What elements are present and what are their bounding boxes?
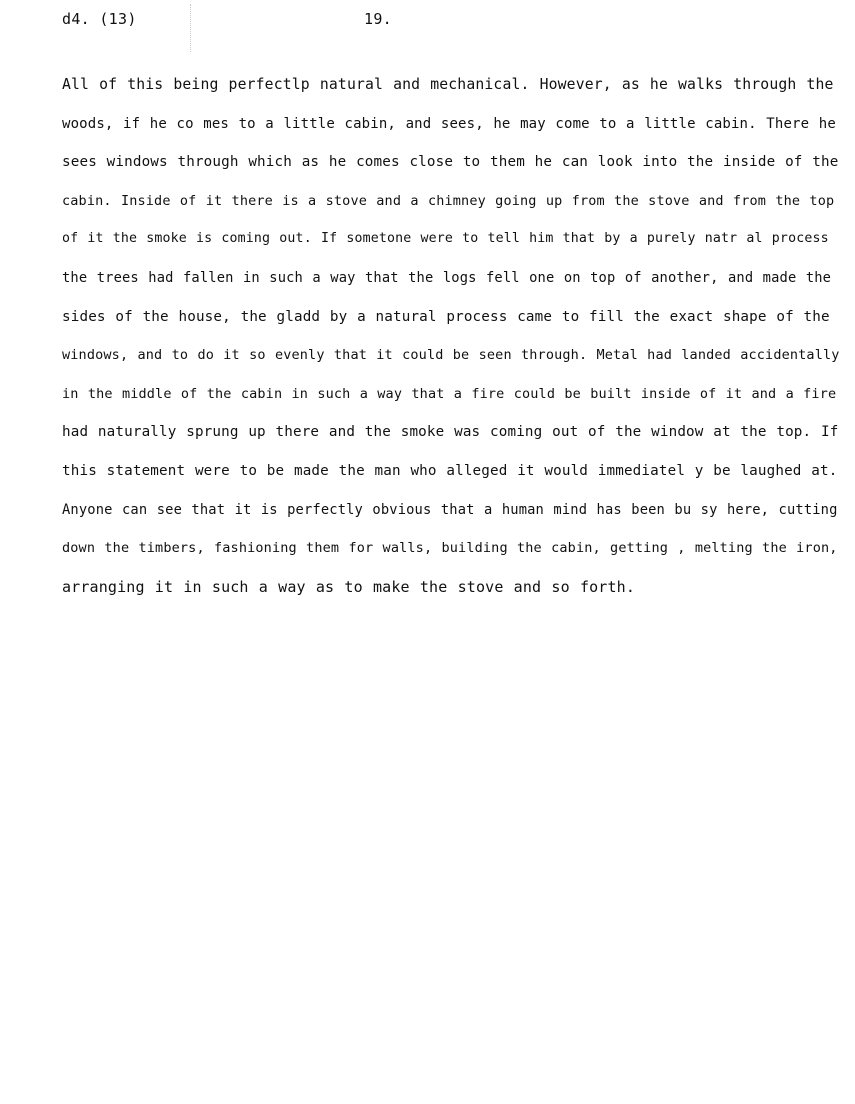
page-number: 19. xyxy=(364,10,392,28)
text-line: Anyone can see that it is perfectly obvious that a human mind has been bu sy here, cutting xyxy=(62,501,838,518)
text-line: sides of the house, the gladd by a natural process came to fill the exact shape of the xyxy=(62,308,830,325)
text-line: down the timbers, fashioning them for walls, building the cabin, getting , melting the iron, xyxy=(62,540,838,557)
text-line: this statement were to be made the man who alleged it would immediatel y be laughed at. xyxy=(62,462,838,479)
text-line: windows, and to do it so evenly that it could be seen through. Metal had landed accidentally xyxy=(62,347,840,364)
page-header xyxy=(62,10,822,36)
text-line: had naturally sprung up there and the smoke was coming out of the window at the top. If xyxy=(62,424,839,441)
binding-mark xyxy=(190,4,192,52)
text-line: arranging it in such a way as to make the stove and so forth. xyxy=(62,577,636,596)
text-line: sees windows through which as he comes close to them he can look into the inside of the xyxy=(62,154,839,171)
text-line: in the middle of the cabin in such a way that a fire could be built inside of it and a fire xyxy=(62,385,837,402)
text-line: cabin. Inside of it there is a stove and a chimney going up from the stove and from the top xyxy=(62,192,835,209)
text-line: woods, if he co mes to a little cabin, and sees, he may come to a little cabin. There he xyxy=(62,115,836,132)
document-reference: d4. (13) xyxy=(62,10,137,28)
text-line: the trees had fallen in such a way that the logs fell one on top of another, and made the xyxy=(62,269,832,286)
text-line: All of this being perfectlp natural and mechanical. However, as he walks through the xyxy=(62,76,834,93)
body-paragraph xyxy=(62,66,842,606)
text-line: of it the smoke is coming out. If sometone were to tell him that by a purely natr al process xyxy=(62,231,829,247)
